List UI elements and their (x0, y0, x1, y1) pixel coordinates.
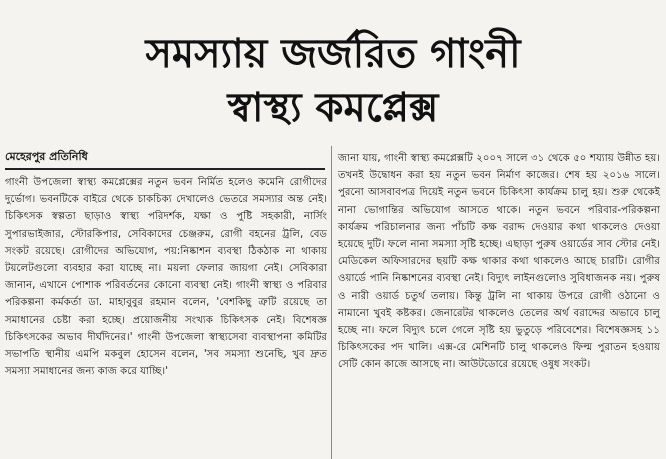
byline: মেহেরপুর প্রতিনিধি (5, 150, 88, 163)
paragraph: জানা যায়, গাংনী স্বাস্থ্য কমপ্লেক্সটি ২০০৭ সালে ৩১ থেকে ৫০ শয্যায় উন্নীত হয়। তখনই উদ্বোধন করা হয় নতুন ভবন নির্মাণ কাজের। শেষ হয় ২০১৬ সালে। পুরনো আসবাবপত্র দিয়েই নতুন ভবনে চিকিৎসা কার্যক্রম চালু হয়। শুরু থেকেই নানা ভোগান্তির অভিযোগ আসতে থাকে। নতুন ভবনে পরিবার-পরিকল্পনা কার্যক্রম পরিচালনার জন্য পাঁচটি কক্ষ বরাদ্দ দেওয়ার কথা থাকলেও দেওয়া হয়েছে দুটি। ফলে নানা সমস্যা সৃষ্টি হচ্ছে। এছাড়া পুরুষ ওয়ার্ডের সাব স্টোর নেই। মেডিকেল অফিসারদের ছয়টি কক্ষ থাকার কথা থাকলেও আছে চারটি। রোগীর ওয়ার্ডে পানি নিষ্কাশনের ব্যবস্থা নেই। বিদ্যুৎ লাইনগুলোও সুবিধাজনক নয়। পুরুষ ও নারী ওয়ার্ড চতুর্থ তলায়। কিন্তু ট্রলি না থাকায় উপরে রোগী ওঠানো ও নামানো খুবই কষ্টকর। জেনারেটর থাকলেও তেলের অর্থ বরাদ্দের অভাবে চালু হচ্ছে না। ফলে বিদ্যুৎ চলে গেলে সৃষ্টি হয় ভুতুড়ে পরিবেশের। বিশেষজ্ঞসহ ১১ চিকিৎসকের পদ খালি। এক্স-রে মেশিনটি চালু থাকলেও ফিল্ম পুরাতন হওয়ায় সেটি কোন কাজে আসছে না। আউটডোরে রয়েছে ওষুধ সংকট। (338, 153, 660, 371)
headline (0, 0, 666, 138)
byline-divider (5, 168, 325, 170)
headline-line-1: সমস্যায় জর্জরিত গাংনী (145, 31, 521, 77)
article-column-left (5, 174, 327, 380)
column-divider (331, 146, 332, 459)
article-column-right (338, 150, 660, 374)
headline-line-2: স্বাস্থ্য কমপ্লেক্স (227, 85, 439, 131)
paragraph: গাংনী উপজেলা স্বাস্থ্য কমপ্লেক্সের নতুন ভবন নির্মিত হলেও কমেনি রোগীদের দুর্ভোগ। ভবনটিকে বাইরে থেকে চাকচিক্য দেখালেও ভেতরে সমস্যার অন্ত নেই। চিকিৎসক স্বল্পতা ছাড়াও স্বাস্থ্য পরিদর্শক, যক্ষা ও পুষ্টি সহকারী, নার্সিং সুপারভাইজার, স্টোরকিপার, সেবিকাদের চেঞ্জরুম, রোগী বহনের ট্রলি, বেড সংকট রয়েছে। রোগীদের অভিযোগ, পয়:নিষ্কাশন ব্যবস্থা ঠিকঠাক না থাকায় টয়লেটগুলো ব্যবহার করা যাচ্ছে না। ময়লা ফেলার জায়গা নেই। সেবিকারা জানান, এখানে পোশাক পরিবর্তনের কোনো ব্যবস্থা নেই। গাংনী স্বাস্থ্য ও পরিবার পরিকল্পনা কর্মকর্তা ডা. মাহাবুবুর রহমান বলেন, 'বেশকিছু ত্রুটি রয়েছে তা সমাধানের চেষ্টা করা হচ্ছে। প্রয়োজনীয় সংখ্যক চিকিৎসক নেই। বিশেষজ্ঞ চিকিৎসকের অভাব দীর্ঘদিনের।' গাংনী উপজেলা স্বাস্থ্যসেবা ব্যবস্থাপনা কমিটির সভাপতি স্থানীয় এমপি মকবুল হোসেন বলেন, 'সব সমস্যা শুনেছি, খুব দ্রুত সমস্যা সমাধানের জন্য কাজ করে যাচ্ছি।' (5, 177, 327, 378)
